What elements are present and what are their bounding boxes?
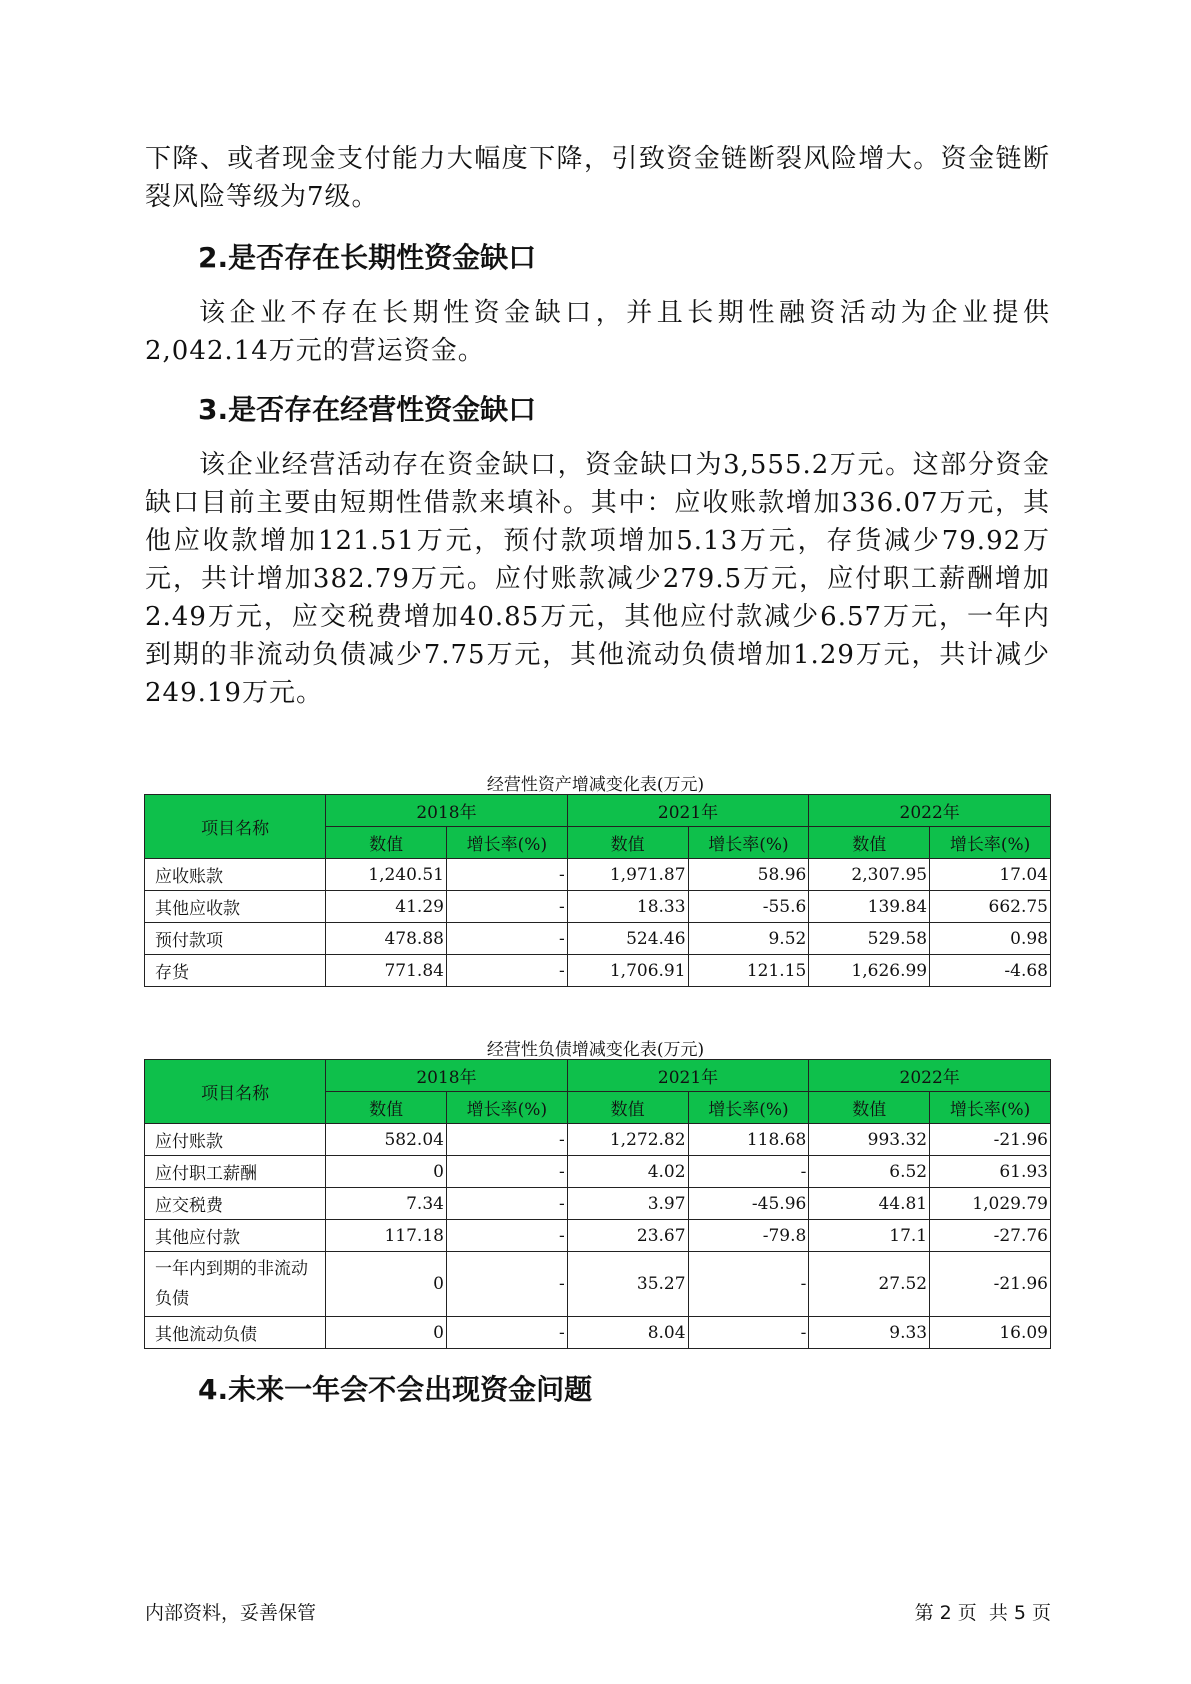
table-cell: 1,971.87: [567, 859, 688, 891]
table-cell: -45.96: [688, 1188, 809, 1220]
table-cell: -: [688, 1252, 809, 1317]
table-cell: 139.84: [809, 891, 930, 923]
table-cell: 3.97: [567, 1188, 688, 1220]
assets-table-caption: 经营性资产增减变化表(万元): [486, 775, 705, 795]
table-cell: -: [446, 955, 567, 987]
table-cell: 61.93: [930, 1156, 1051, 1188]
row-label-cell: 其他应付款: [145, 1220, 326, 1252]
header-value: 数值: [567, 827, 688, 859]
liabilities-table: [144, 1059, 1051, 1349]
table-cell: 17.1: [809, 1220, 930, 1252]
table-cell: 8.04: [567, 1317, 688, 1349]
row-label-cell: 一年内到期的非流动负债: [145, 1252, 326, 1317]
table-cell: -: [688, 1317, 809, 1349]
table-cell: -: [446, 859, 567, 891]
table-row: [145, 891, 1051, 923]
table-row: [145, 923, 1051, 955]
footer-page-number: 第 2 页 共 5 页: [914, 1602, 1051, 1624]
header-year: 2022年: [809, 1060, 1051, 1092]
footer-confidential-note: 内部资料，妥善保管: [145, 1602, 317, 1624]
header-growth: 增长率(%): [688, 827, 809, 859]
table-cell: -79.8: [688, 1220, 809, 1252]
table-row: [145, 955, 1051, 987]
heading-long-term-gap: 2.是否存在长期性资金缺口: [198, 241, 537, 274]
row-label-cell: 存货: [145, 955, 326, 987]
paragraph-operating-gap: 该企业经营活动存在资金缺口，资金缺口为3,555.2万元。这部分资金缺口目前主要由短期性借款来填补。其中：应收账款增加336.07万元，其他应收款增加121.51万元，预付款项增加5.13万元，存货减少79.92万元，共计增加382.79万元。应付账款减少279.5万元，应付职工薪酬增加2.49万元，应交税费增加40.85万元，其他应付款减少6.57万元，一年内到期的非流动负债减少7.75万元，其他流动负债增加1.29万元，共计减少249.19万元。: [145, 450, 1050, 708]
table-row: [145, 1124, 1051, 1156]
header-item-name: 项目名称: [145, 1060, 326, 1124]
heading-operating-gap: 3.是否存在经营性资金缺口: [198, 393, 537, 426]
header-value: 数值: [326, 1092, 447, 1124]
table-cell: 17.04: [930, 859, 1051, 891]
table-cell: -21.96: [930, 1124, 1051, 1156]
table-cell: 44.81: [809, 1188, 930, 1220]
table-cell: 16.09: [930, 1317, 1051, 1349]
table-cell: 9.52: [688, 923, 809, 955]
table-cell: 524.46: [567, 923, 688, 955]
header-year: 2018年: [326, 1060, 568, 1092]
table-cell: 993.32: [809, 1124, 930, 1156]
table-cell: -27.76: [930, 1220, 1051, 1252]
table-row: [145, 1317, 1051, 1349]
table-cell: 662.75: [930, 891, 1051, 923]
row-label-cell: 其他流动负债: [145, 1317, 326, 1349]
header-growth: 增长率(%): [688, 1092, 809, 1124]
table-cell: 35.27: [567, 1252, 688, 1317]
header-value: 数值: [567, 1092, 688, 1124]
assets-table: [144, 794, 1051, 987]
table-cell: 0: [326, 1156, 447, 1188]
table-cell: 121.15: [688, 955, 809, 987]
table-cell: 771.84: [326, 955, 447, 987]
table-cell: -: [446, 1252, 567, 1317]
table-cell: 478.88: [326, 923, 447, 955]
row-label-cell: 应付账款: [145, 1124, 326, 1156]
table-cell: -: [446, 1317, 567, 1349]
table-cell: 117.18: [326, 1220, 447, 1252]
header-growth: 增长率(%): [930, 1092, 1051, 1124]
table-cell: -: [446, 1124, 567, 1156]
table-cell: 118.68: [688, 1124, 809, 1156]
header-year: 2021年: [567, 1060, 809, 1092]
header-year: 2021年: [567, 795, 809, 827]
table-cell: 0: [326, 1252, 447, 1317]
header-growth: 增长率(%): [930, 827, 1051, 859]
liabilities-table-caption: 经营性负债增减变化表(万元): [486, 1040, 705, 1060]
table-cell: 41.29: [326, 891, 447, 923]
table-cell: 9.33: [809, 1317, 930, 1349]
table-cell: 529.58: [809, 923, 930, 955]
table-row: [145, 859, 1051, 891]
table-row: [145, 1252, 1051, 1317]
paragraph-long-term-gap: 该企业不存在长期性资金缺口，并且长期性融资活动为企业提供2,042.14万元的营运资金。: [145, 298, 1050, 366]
header-value: 数值: [809, 1092, 930, 1124]
paragraph-risk-level: 下降、或者现金支付能力大幅度下降，引致资金链断裂风险增大。资金链断裂风险等级为7级。: [145, 144, 1050, 212]
table-cell: 7.34: [326, 1188, 447, 1220]
table-cell: -4.68: [930, 955, 1051, 987]
row-label-cell: 应付职工薪酬: [145, 1156, 326, 1188]
header-value: 数值: [326, 827, 447, 859]
table-cell: 1,706.91: [567, 955, 688, 987]
table-cell: 1,029.79: [930, 1188, 1051, 1220]
table-cell: -55.6: [688, 891, 809, 923]
row-label-cell: 预付款项: [145, 923, 326, 955]
header-year: 2018年: [326, 795, 568, 827]
table-cell: 27.52: [809, 1252, 930, 1317]
header-year: 2022年: [809, 795, 1051, 827]
table-cell: -: [446, 1220, 567, 1252]
row-label-cell: 应收账款: [145, 859, 326, 891]
table-cell: -: [446, 1156, 567, 1188]
table-cell: 6.52: [809, 1156, 930, 1188]
table-cell: 58.96: [688, 859, 809, 891]
table-cell: 0.98: [930, 923, 1051, 955]
header-growth: 增长率(%): [446, 1092, 567, 1124]
table-cell: 582.04: [326, 1124, 447, 1156]
table-cell: 1,240.51: [326, 859, 447, 891]
table-row: [145, 1156, 1051, 1188]
table-row: [145, 1220, 1051, 1252]
header-growth: 增长率(%): [446, 827, 567, 859]
table-cell: 18.33: [567, 891, 688, 923]
table-cell: 23.67: [567, 1220, 688, 1252]
table-cell: -21.96: [930, 1252, 1051, 1317]
table-cell: -: [688, 1156, 809, 1188]
table-cell: 2,307.95: [809, 859, 930, 891]
table-cell: -: [446, 1188, 567, 1220]
table-cell: -: [446, 923, 567, 955]
table-cell: 1,626.99: [809, 955, 930, 987]
header-value: 数值: [809, 827, 930, 859]
table-cell: -: [446, 891, 567, 923]
table-cell: 1,272.82: [567, 1124, 688, 1156]
header-item-name: 项目名称: [145, 795, 326, 859]
table-cell: 0: [326, 1317, 447, 1349]
table-row: [145, 1188, 1051, 1220]
heading-next-year-risk: 4.未来一年会不会出现资金问题: [198, 1373, 593, 1406]
row-label-cell: 应交税费: [145, 1188, 326, 1220]
table-cell: 4.02: [567, 1156, 688, 1188]
row-label-cell: 其他应收款: [145, 891, 326, 923]
